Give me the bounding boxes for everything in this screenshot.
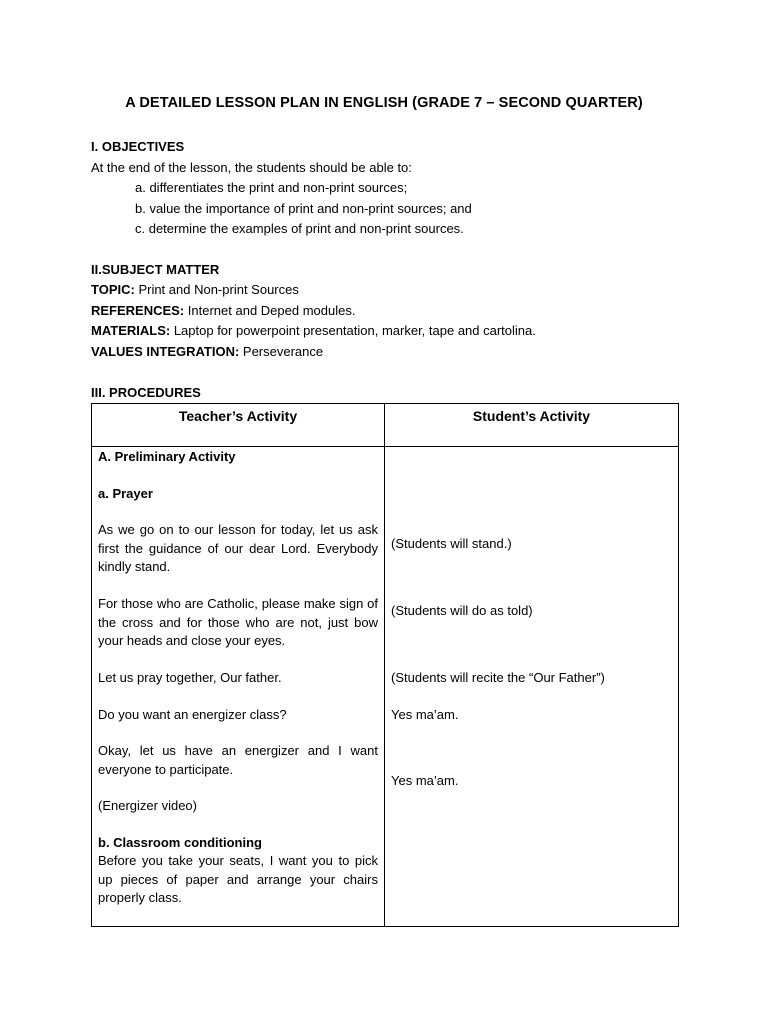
student-response: (Students will recite the “Our Father”) <box>391 670 605 685</box>
values-value: Perseverance <box>239 344 324 359</box>
values-label: VALUES INTEGRATION: <box>91 344 240 359</box>
teacher-paragraph: (Energizer video) <box>98 798 197 813</box>
teacher-paragraph: Before you take your seats, I want you to pick up pieces of paper and arrange your chairs properly class. <box>98 853 378 905</box>
objective-item: c. determine the examples of print and non-print sources. <box>135 221 464 236</box>
document-title: A DETAILED LESSON PLAN IN ENGLISH (GRADE 7 – SECOND QUARTER) <box>125 95 643 111</box>
procedures-heading: III. PROCEDURES <box>91 385 201 400</box>
subject-matter-heading: II.SUBJECT MATTER <box>91 262 220 277</box>
procedures-table <box>91 403 679 927</box>
topic-label: TOPIC: <box>91 282 135 297</box>
materials-label: MATERIALS: <box>91 323 171 338</box>
student-response: Yes ma’am. <box>391 773 459 788</box>
student-response: Yes ma’am. <box>391 707 459 722</box>
teacher-paragraph: As we go on to our lesson for today, let us ask first the guidance of our dear Lord. Everybody kindly stand. <box>98 522 378 574</box>
topic-line <box>91 282 299 298</box>
student-response: (Students will do as told) <box>391 603 533 618</box>
conditioning-heading: b. Classroom conditioning <box>98 835 262 850</box>
prayer-heading: a. Prayer <box>98 486 153 501</box>
table-row <box>92 447 679 927</box>
objectives-heading: I. OBJECTIVES <box>91 139 185 154</box>
references-label: REFERENCES: <box>91 303 185 318</box>
student-response: (Students will stand.) <box>391 536 512 551</box>
objective-item: b. value the importance of print and non-print sources; and <box>135 201 472 216</box>
teacher-paragraph: Let us pray together, Our father. <box>98 670 282 685</box>
teacher-paragraph: Do you want an energizer class? <box>98 707 287 722</box>
objectives-intro: At the end of the lesson, the students should be able to: <box>91 160 412 175</box>
student-activity-cell <box>385 447 679 927</box>
references-line <box>91 303 355 319</box>
materials-line <box>91 323 536 339</box>
materials-value: Laptop for powerpoint presentation, marker, tape and cartolina. <box>170 323 536 338</box>
objective-item: a. differentiates the print and non-print sources; <box>135 180 408 195</box>
student-activity-header: Student’s Activity <box>385 404 679 447</box>
table-header-row <box>92 404 679 447</box>
topic-value: Print and Non-print Sources <box>134 282 299 297</box>
references-value: Internet and Deped modules. <box>184 303 356 318</box>
teacher-activity-header: Teacher’s Activity <box>92 404 385 447</box>
teacher-activity-cell <box>92 447 385 927</box>
teacher-paragraph: Okay, let us have an energizer and I want everyone to participate. <box>98 743 378 777</box>
teacher-paragraph: For those who are Catholic, please make sign of the cross and for those who are not, just bow your heads and close your eyes. <box>98 596 378 648</box>
preliminary-heading: A. Preliminary Activity <box>98 449 236 464</box>
values-line <box>91 344 323 360</box>
